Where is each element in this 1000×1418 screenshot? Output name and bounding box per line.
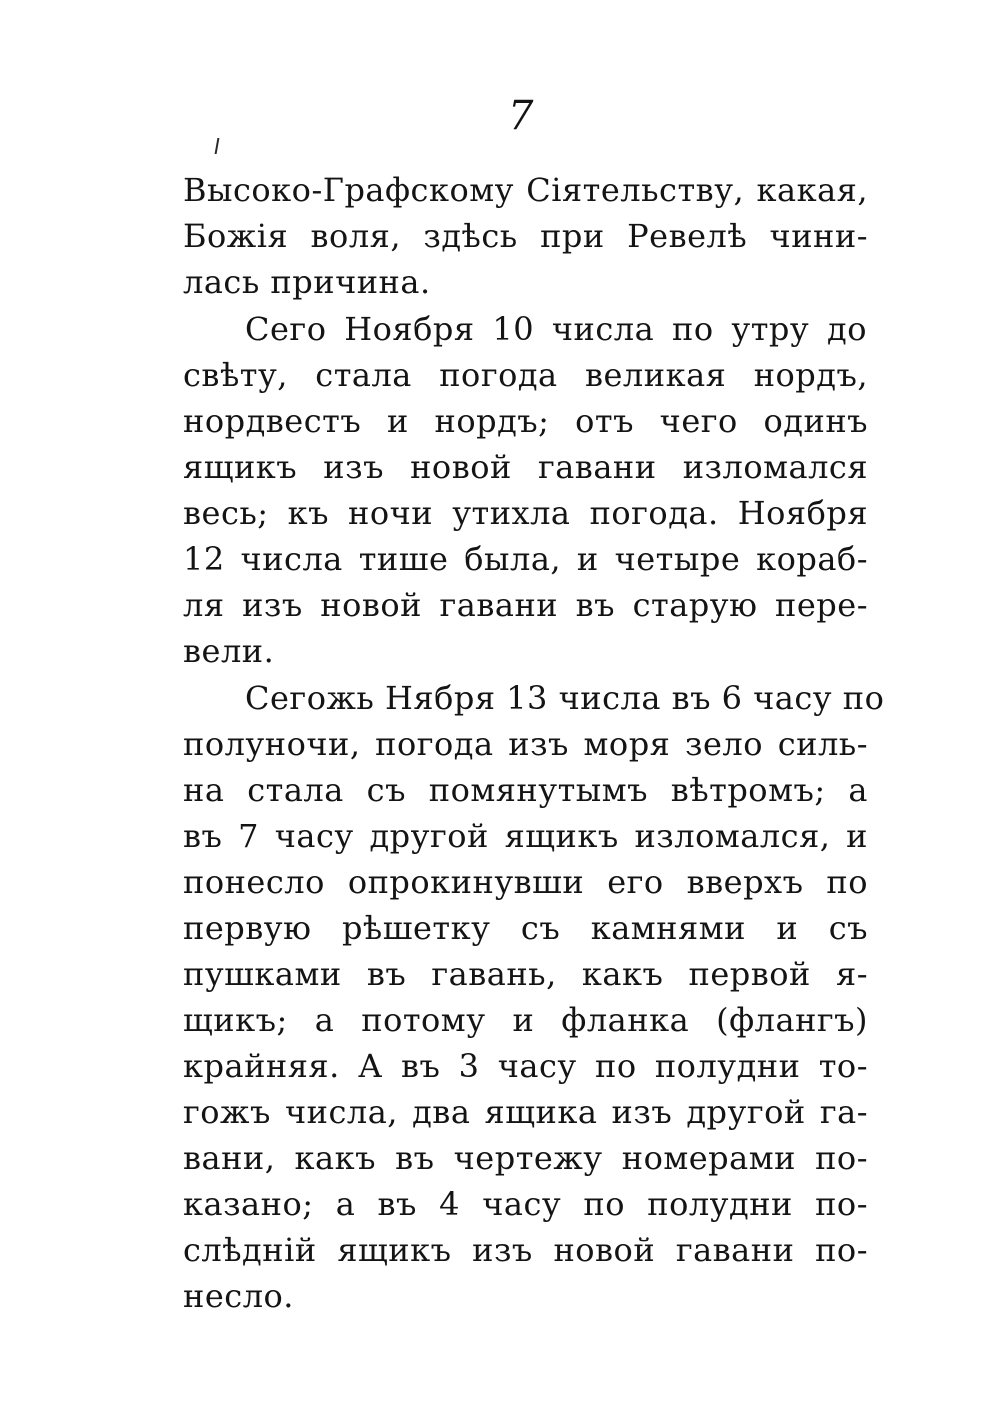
text-line: вани, какъ въ чертежу номерами по- xyxy=(183,1139,868,1177)
text-line: Сего Ноября 10 числа по утру до xyxy=(245,310,867,348)
text-line: лась причина. xyxy=(183,263,431,301)
text-line: свѣту, стала погода великая нордъ, xyxy=(183,356,868,394)
text-line: весь; къ ночи утихла погода. Ноября xyxy=(183,494,868,532)
text-line: понесло опрокинувши его вверхъ по xyxy=(183,863,868,901)
text-line: на стала съ помянутымъ вѣтромъ; а xyxy=(183,771,868,809)
text-line: ящикъ изъ новой гавани изломался xyxy=(183,448,868,486)
text-line: гожъ числа, два ящика изъ другой га- xyxy=(183,1093,868,1131)
margin-mark xyxy=(215,138,220,154)
text-line: несло. xyxy=(183,1277,294,1315)
text-line: слѣдній ящикъ изъ новой гавани по- xyxy=(183,1231,868,1269)
text-line: первую рѣшетку съ камнями и съ xyxy=(183,909,868,947)
text-line: Высоко-Графскому Сіятельству, какая, xyxy=(183,171,868,209)
text-line: пушками въ гавань, какъ первой я- xyxy=(183,955,868,993)
text-line: Божія воля, здѣсь при Ревелѣ чини- xyxy=(183,217,868,255)
text-line: вели. xyxy=(183,632,275,670)
text-line: въ 7 часу другой ящикъ изломался, и xyxy=(183,817,868,855)
text-line: крайняя. А въ 3 часу по полудни то- xyxy=(183,1047,868,1085)
text-line: полуночи, погода изъ моря зело силь- xyxy=(183,725,868,763)
text-line: ля изъ новой гавани въ старую пере- xyxy=(183,586,868,624)
text-line: казано; а въ 4 часу по полудни по- xyxy=(183,1185,868,1223)
text-line: нордвестъ и нордъ; отъ чего одинъ xyxy=(183,402,868,440)
text-line: щикъ; а потому и фланка (флангъ) xyxy=(183,1001,868,1039)
page-number: 7 xyxy=(508,93,534,139)
text-line: Сегожь Нября 13 числа въ 6 часу по xyxy=(245,679,885,717)
text-line: 12 числа тише была, и четыре кораб- xyxy=(183,540,868,578)
